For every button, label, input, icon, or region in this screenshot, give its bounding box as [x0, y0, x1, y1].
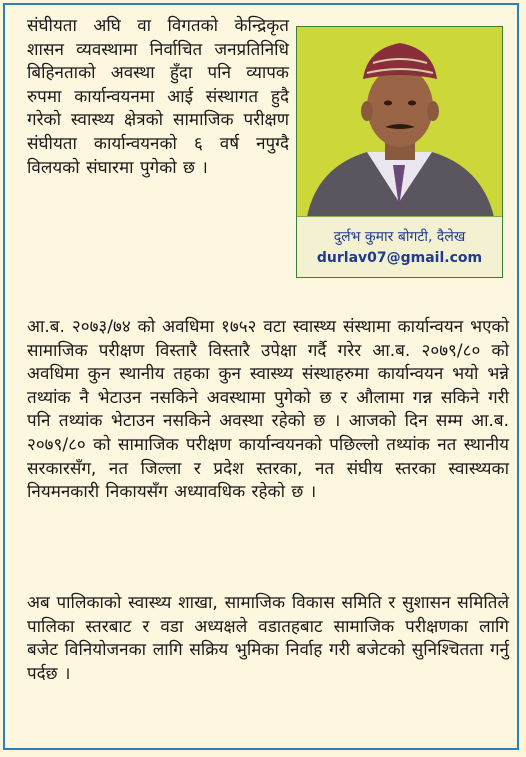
- author-photo: [297, 27, 502, 217]
- author-name: दुर्लभ कुमार बोगटी, दैलेख: [333, 229, 466, 245]
- body-paragraph-2: अब पालिकाको स्वास्थ्य शाखा, सामाजिक विकास समिति र सुशासन समितिले पालिका स्तरबाट र वडा अध्यक्षले वडातहबाट सामाजिक परीक्षणका लागि बजेट विनियोजनका लागि सक्रिय भुमिका निर्वाह गरी बजेटको सुनिश्चितता गर्नु पर्दछ ।: [27, 593, 509, 684]
- author-email[interactable]: durlav07@gmail.com: [316, 250, 483, 266]
- body-paragraph-1: आ.ब. २०७३/७४ को अवधिमा १७५२ वटा स्वास्थ्य संस्थामा कार्यान्वयन भएको सामाजिक परीक्षण विस्तारै विस्तारै उपेक्षा गर्दै गरेर आ.ब. २०७९/८० को अवधिमा कुन स्थानीय तहका कुन स्वास्थ्य संस्थाहरुमा कार्यान्वयन भयो भन्ने तथ्यांक नै भेटाउन नसकिने अवस्थामा पुगेको छ र औलामा गन्न सकिने गरी पनि तथ्यांक भेटाउन नसकिने अवस्था रहेको छ । आजको दिन सम्म आ.ब. २०७९/८० को सामाजिक परीक्षण कार्यान्वयनको पछिल्लो तथ्यांक नत स्थानीय सरकारसँग, नत जिल्ला र प्रदेश स्तरका, नत संघीय स्तरका स्वास्थ्यका नियमनकारी निकायसँग अध्यावधिक रहेको छ ।: [27, 317, 509, 503]
- author-card: [296, 26, 503, 278]
- author-caption: [297, 216, 502, 278]
- article-frame: [3, 3, 519, 750]
- intro-paragraph: संघीयता अघि वा विगतको केन्द्रिकृत शासन व्यवस्थामा निर्वाचित जनप्रतिनिधि बिहिनताको अवस्था हुँदा पनि व्यापक रुपमा कार्यान्वयनमा आई संस्थागत हुदै गरेको स्वास्थ्य क्षेत्रको सामाजिक परीक्षण संघीयता कार्यान्वयनको ६ वर्ष नपुग्दै विलयको संघारमा पुगेको छ ।: [27, 16, 289, 178]
